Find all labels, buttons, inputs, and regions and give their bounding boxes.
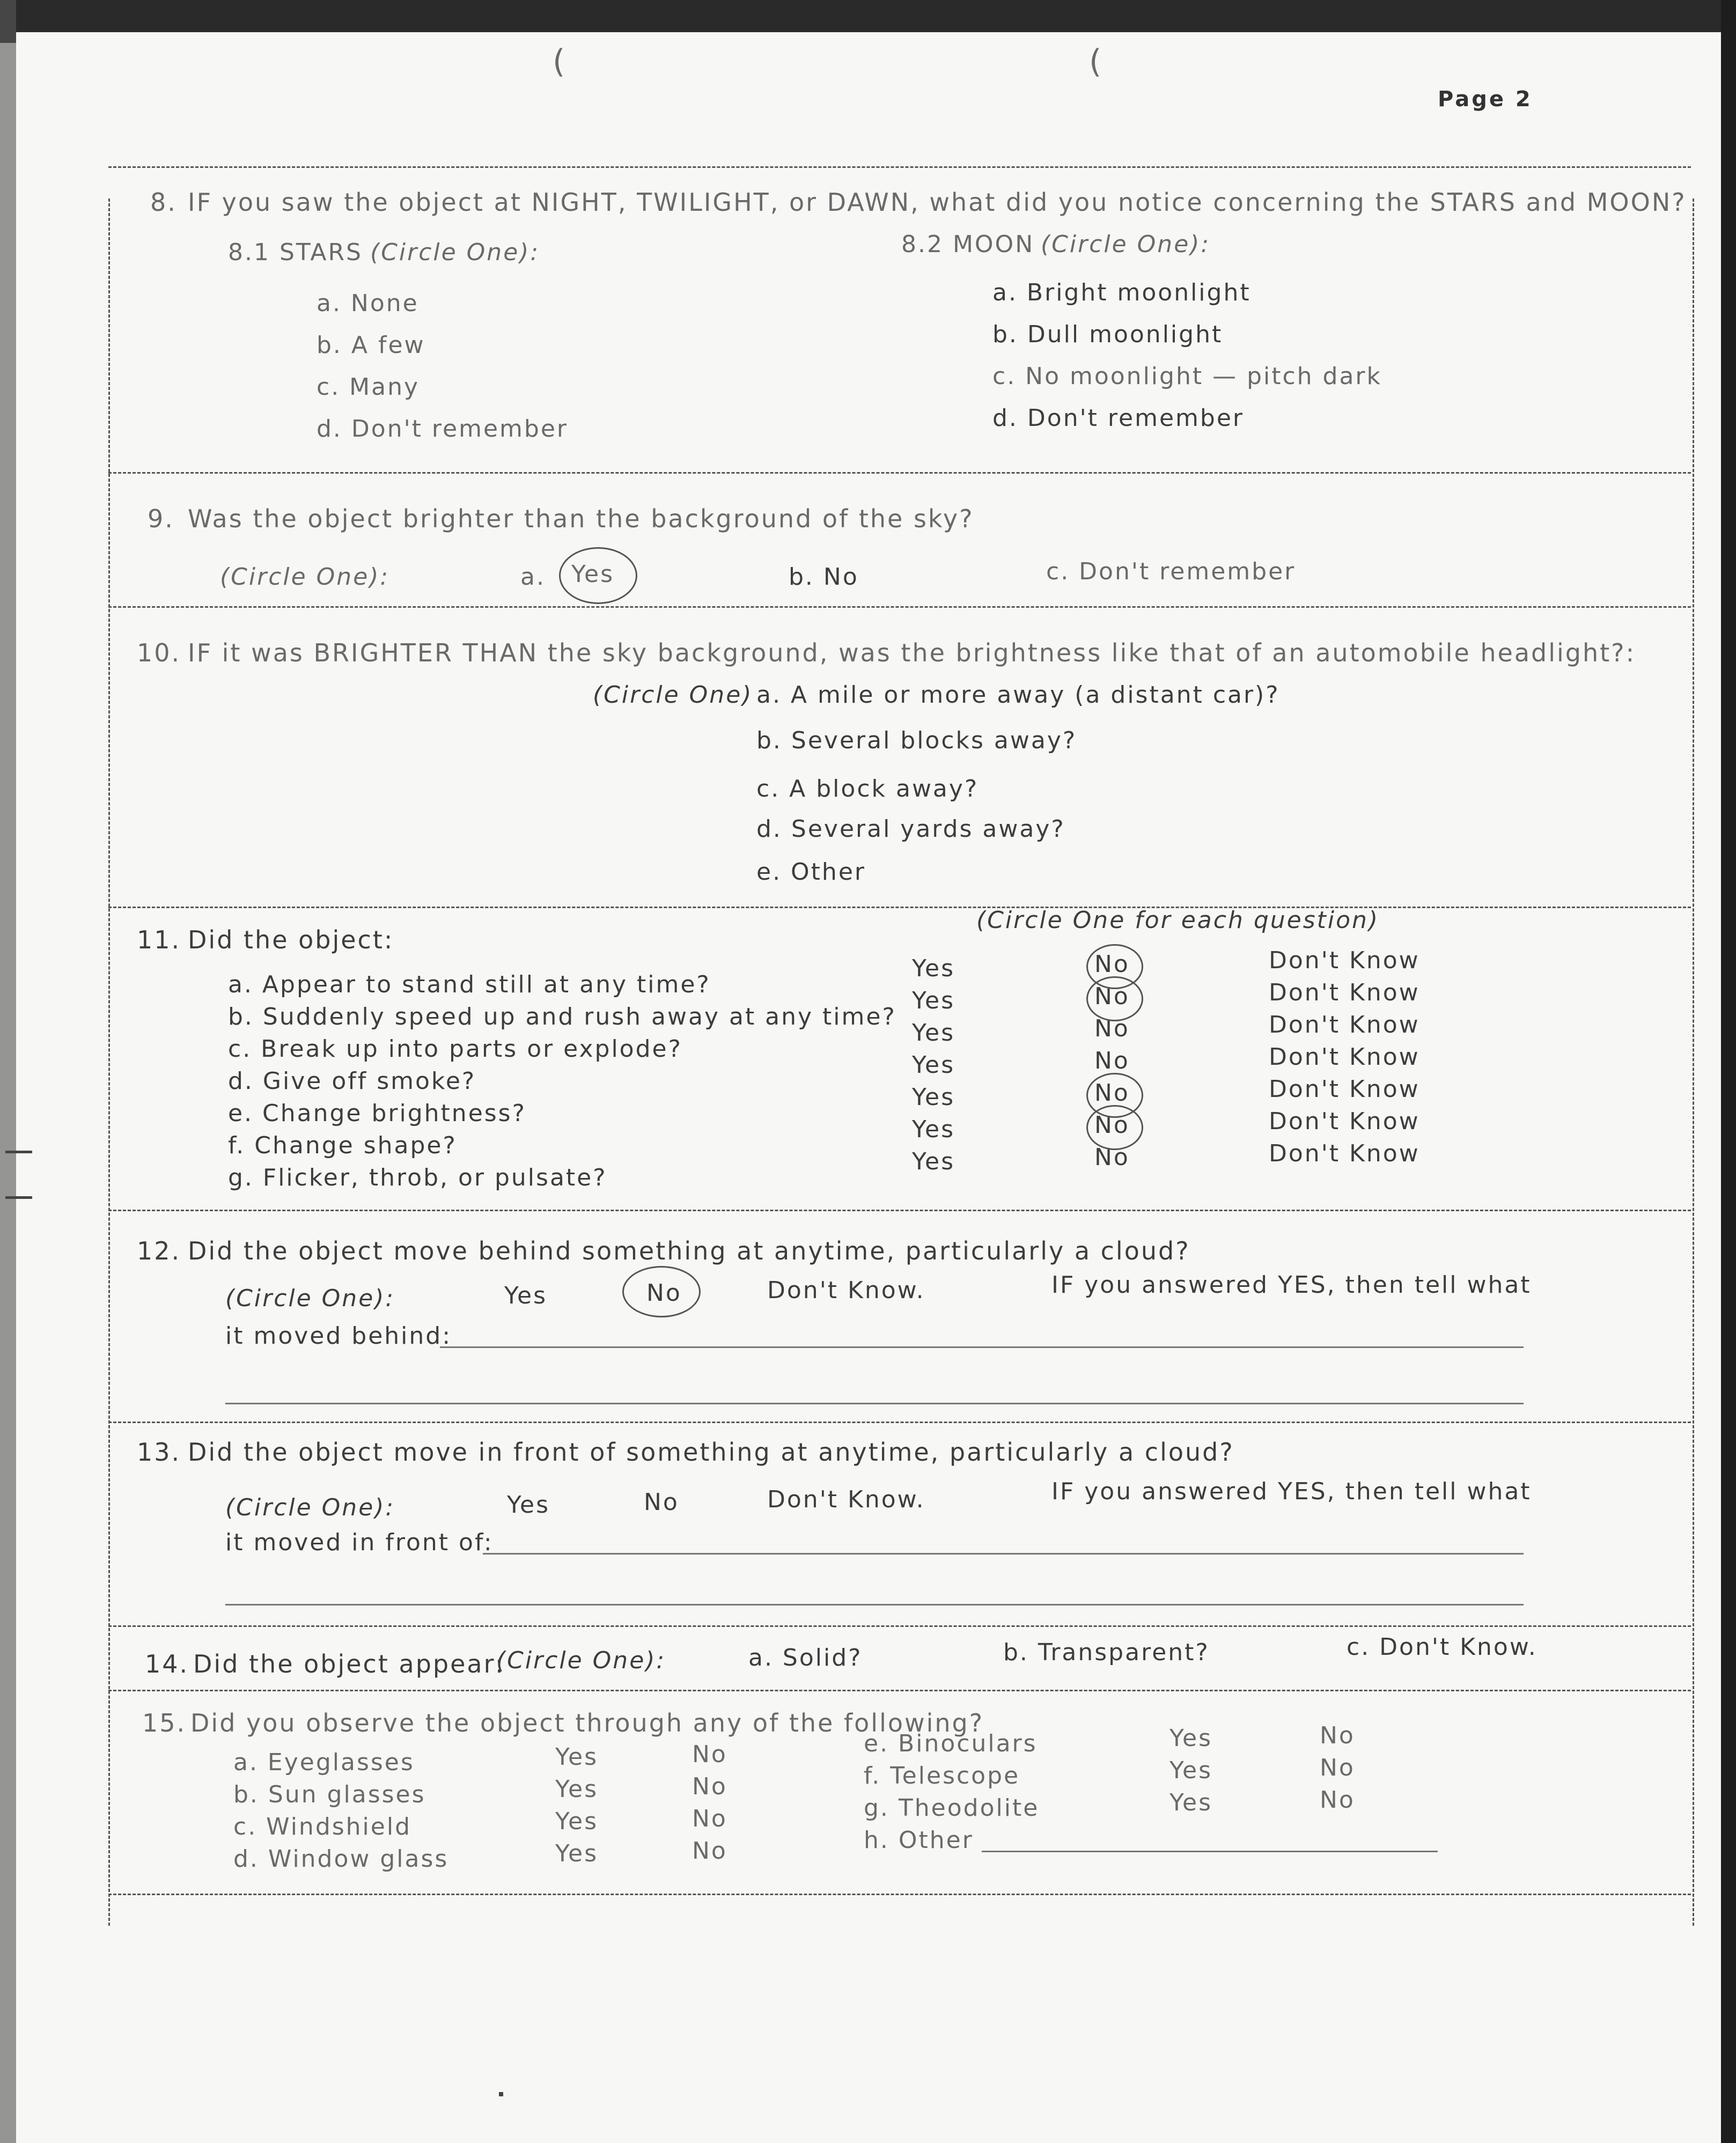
- question-15-text: Did you observe the object through any of the following?: [190, 1708, 984, 1737]
- answer-line[interactable]: [982, 1851, 1438, 1852]
- question-12-text: Did the object move behind something at anytime, particularly a cloud?: [188, 1236, 1190, 1265]
- q10-option: e. Other: [756, 858, 866, 886]
- q11-item: a. Appear to stand still at any time?: [228, 971, 711, 998]
- stars-heading: 8.1 STARS: [228, 239, 363, 266]
- stars-option: a. None: [317, 290, 419, 317]
- question-9-text: Was the object brighter than the background of the sky?: [188, 504, 974, 533]
- q15-item: h. Other: [864, 1827, 974, 1854]
- q15-item: b. Sun glasses: [233, 1781, 426, 1808]
- divider: [108, 1894, 1691, 1895]
- question-10-text: IF it was BRIGHTER THAN the sky background, was the brightness like that of an automobile headlight?:: [188, 638, 1636, 667]
- moon-option: d. Don't remember: [992, 404, 1244, 432]
- answer-circle: [1086, 1105, 1143, 1150]
- form-page: Page 2 ( ( 8. IF you saw the object at NIGHT, TWILIGHT, or DAWN, what did you notice concerning the STARS and MOON? 8.1 STARS (Circle One): a. None b. A few c. Many d. Don't remember 8.2 MOON (Circle One): a. Bright moonlight b. Dull moonlight c. No moonlight — pitch dark d. Don't remember 9. Was the object brighter than the background of the sky? (Circle One): a. Yes b. No c. Don't remember 10. IF it was BRIGHTER THAN the sky background, was the brightness like that of an automobile headlight?: (Circle One) a. A mile or more away (a distant car)? b. Several blocks away? c. A block away? d. Several yards away? e. Other 11. Did the object: (Circle One for each question) a. Appear to stand still at any time? Yes No Don't Know b. Suddenly speed up and rush away at any time? Yes No Don't Know c. Break up into parts or explode? Yes No Don't Know d. Give off smoke? Yes No Don't Know e. Change brightness? Yes No Don't Know f. Change shape? Yes No Don't Know g. Flicker, throb, or pulsate? Yes No Don't Know 12. Did the object move behind something at anytime, particularly a cloud? (Circle One): Yes No Don't Know. IF you answered YES, then tell what it moved behind: 13. Did the object move in front of something at anytime, particularly a cloud? (Circle One): Yes No Don't Know. IF you answered YES, then tell what it moved in front of: 14. Did the object appear: (Circle One): a. Solid? b. Transparent? c. Don't Know. 15. Did you observe the object through any of the following? a. Eyeglasses Yes No b. Sun glasses Yes No c. Windshield Yes No d. Window glass Yes No e. Binoculars Yes No f. Telescope Yes No g. Theodolite Yes No h. Other: [16, 32, 1721, 2143]
- stars-option: d. Don't remember: [317, 415, 568, 443]
- question-11-text: Did the object:: [188, 925, 394, 954]
- q15-item: a. Eyeglasses: [233, 1749, 415, 1776]
- page-number: Page 2: [1438, 87, 1533, 112]
- divider: [108, 907, 1691, 908]
- question-8-text: IF you saw the object at NIGHT, TWILIGHT, or DAWN, what did you notice concerning the STARS and MOON?: [188, 188, 1687, 217]
- q11-item: g. Flicker, throb, or pulsate?: [228, 1164, 607, 1191]
- divider: [108, 1422, 1691, 1423]
- answer-line[interactable]: [483, 1553, 1524, 1555]
- question-14-text: Did the object appear:: [193, 1649, 505, 1678]
- q15-item: e. Binoculars: [864, 1730, 1038, 1757]
- q10-option: d. Several yards away?: [756, 815, 1065, 843]
- divider: [108, 1625, 1691, 1627]
- divider: [108, 1690, 1691, 1691]
- divider: [108, 472, 1691, 474]
- answer-circle: [559, 547, 637, 604]
- divider: [108, 606, 1691, 608]
- q10-option: b. Several blocks away?: [756, 727, 1077, 754]
- q9-yes: Yes: [571, 561, 615, 588]
- stars-option: c. Many: [317, 373, 420, 401]
- q10-option: c. A block away?: [756, 775, 979, 802]
- q11-item: d. Give off smoke?: [228, 1067, 476, 1095]
- answer-line[interactable]: [440, 1346, 1524, 1348]
- moon-option: b. Dull moonlight: [992, 321, 1223, 348]
- q10-option: a. A mile or more away (a distant car)?: [756, 681, 1280, 709]
- moon-option: a. Bright moonlight: [992, 279, 1251, 306]
- q15-item: g. Theodolite: [864, 1794, 1040, 1822]
- moon-option: c. No moonlight — pitch dark: [992, 363, 1382, 390]
- answer-circle: [622, 1266, 701, 1317]
- answer-line[interactable]: [225, 1604, 1524, 1606]
- q11-item: b. Suddenly speed up and rush away at any time?: [228, 1003, 896, 1030]
- moon-heading: 8.2 MOON: [901, 231, 1035, 258]
- q11-item: c. Break up into parts or explode?: [228, 1035, 682, 1063]
- answer-line[interactable]: [225, 1403, 1524, 1404]
- q15-item: f. Telescope: [864, 1762, 1020, 1789]
- scan-border-right: [1721, 0, 1736, 2143]
- divider: [108, 1210, 1691, 1211]
- q11-item: f. Change shape?: [228, 1132, 457, 1159]
- question-13-text: Did the object move in front of something at anytime, particularly a cloud?: [188, 1438, 1234, 1467]
- q15-item: d. Window glass: [233, 1845, 449, 1873]
- q15-item: c. Windshield: [233, 1813, 412, 1840]
- q11-item: e. Change brightness?: [228, 1100, 526, 1127]
- stars-option: b. A few: [317, 332, 425, 359]
- scan-border-left: [0, 0, 16, 2143]
- answer-circle: [1086, 976, 1143, 1021]
- divider: [108, 166, 1691, 168]
